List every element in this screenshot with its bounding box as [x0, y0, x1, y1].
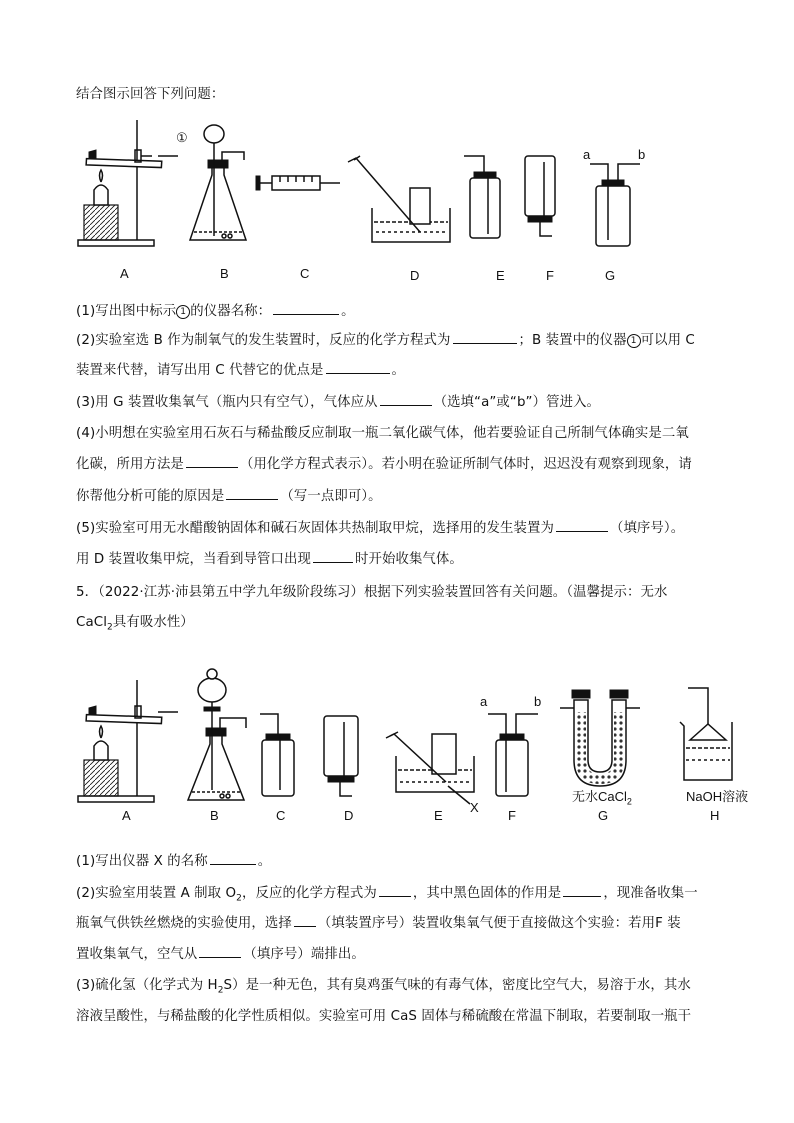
fig1-label-E: E: [496, 268, 505, 283]
fig2-x-label: X: [470, 800, 479, 815]
fig2-apparatus-G-utube: [560, 690, 640, 786]
q1-part4: (4)小明想在实验室用石灰石与稀盐酸反应制取一瓶二氧化碳气体，他若要验证自己所制气体确实是二氧: [76, 426, 689, 441]
q1-part1: (1)写出图中标示 1 的仪器名称： 。: [76, 304, 355, 319]
answer-blank: [226, 487, 278, 500]
answer-blank: [313, 550, 353, 563]
q1-part4-cont: 化碳，所用方法是 （用化学方程式表示）。若小明在验证所制气体时，迟迟没有观察到现象，请: [76, 457, 692, 472]
fig2-label-B: B: [210, 808, 219, 823]
fig2-label-A: A: [122, 808, 131, 823]
fig1-label-F: F: [546, 268, 554, 283]
fig1-apparatus-A: [78, 120, 178, 246]
fig1-g-a-label: a: [583, 147, 591, 162]
fig1-apparatus-E: [464, 156, 500, 238]
q1-part5-cont: 用 D 装置收集甲烷，当看到导管口出现 时开始收集气体。: [76, 552, 463, 567]
fig1-label-A: A: [120, 266, 129, 281]
q1-part5: (5)实验室可用无水醋酸钠固体和碱石灰固体共热制取甲烷，选择用的发生装置为 （填序号）。: [76, 521, 685, 536]
answer-blank: [326, 361, 390, 374]
fig2-apparatus-D: [324, 716, 358, 796]
fig2-label-F: F: [508, 808, 516, 823]
fig2-label-D: D: [344, 808, 354, 823]
fig2-apparatus-A: [78, 680, 178, 802]
fig1-label-G: G: [605, 268, 616, 283]
fig1-label-C: C: [300, 266, 310, 281]
q5-part1: (1)写出仪器 X 的名称 。: [76, 854, 272, 869]
fig2-f-b-label: b: [534, 694, 542, 709]
fig2-apparatus-B: [188, 669, 246, 800]
marker-1: ①: [176, 130, 188, 145]
marker-circle-1: 1: [627, 334, 641, 348]
q5-part2: (2)实验室用装置 A 制取 $O_2$，反应的化学方程式为 ，其中黑色固体的作用是 ，现准备收集一: [76, 886, 698, 904]
fig1-apparatus-D: [348, 156, 450, 242]
q5-heading-cont: CaCl$_2$具有吸水性）: [76, 615, 194, 633]
fig1-apparatus-F: [525, 156, 555, 236]
fig1-label-D: D: [410, 268, 420, 283]
fig2-f-a-label: a: [480, 694, 488, 709]
fig2-label-G: G: [598, 808, 609, 823]
q1-part3: (3)用 G 装置收集氧气（瓶内只有空气），气体应从 （选填“a”或“b”）管进入。: [76, 395, 601, 410]
q5-part2-cont2: 置收集氧气，空气从 （填序号）端排出。: [76, 947, 365, 962]
answer-blank: [556, 519, 608, 532]
answer-blank: [453, 331, 517, 344]
answer-blank: [186, 455, 238, 468]
answer-blank: [273, 302, 339, 315]
q5-part3-cont: 溶液呈酸性，与稀盐酸的化学性质相似。实验室可用 CaS 固体与稀硫酸在常温下制取，若要制取一瓶干: [76, 1009, 692, 1024]
q5-part2-cont: 瓶氧气供铁丝燃烧的实验使用，选择 （填装置序号）装置收集氧气便于直接做这个实验：若用F 装: [76, 916, 681, 931]
fig2-apparatus-H-beaker: [680, 688, 732, 780]
fig2-h-caption: NaOH溶液: [686, 789, 749, 804]
q1-part4-cont2: 你帮他分析可能的原因是 （写一点即可）。: [76, 489, 382, 504]
fig1-apparatus-B: [190, 125, 246, 240]
fig2-g-caption: 无水CaCl$_2$: [572, 789, 632, 807]
fig2-label-C: C: [276, 808, 286, 823]
marker-circle-1: 1: [176, 305, 190, 319]
fig2-apparatus-F: [488, 714, 538, 796]
answer-blank: [199, 945, 241, 958]
fig1-label-B: B: [220, 266, 229, 281]
fig1-g-b-label: b: [638, 147, 646, 162]
intro-text: 结合图示回答下列问题：: [76, 87, 225, 102]
fig2-apparatus-E: [386, 732, 474, 804]
answer-blank: [294, 914, 316, 927]
answer-blank: [210, 852, 256, 865]
answer-blank: [563, 884, 601, 897]
answer-blank: [379, 884, 411, 897]
fig2-label-H: H: [710, 808, 720, 823]
fig1-apparatus-C-syringe: [256, 176, 340, 190]
fig2-apparatus-C: [260, 714, 294, 796]
fig1-apparatus-G: [590, 164, 640, 246]
answer-blank: [380, 393, 432, 406]
q1-part2: (2)实验室选 B 作为制氧气的发生装置时，反应的化学方程式为 ；B 装置中的仪器 1 可以用 C: [76, 333, 695, 348]
fig2-label-E: E: [434, 808, 443, 823]
q5-part3: (3)硫化氢（化学式为 $H_2S$）是一种无色，其有臭鸡蛋气味的有毒气体，密度比空气大，易溶于水，其水: [76, 978, 691, 996]
q5-heading: 5．（2022·江苏·沛县第五中学九年级阶段练习）根据下列实验装置回答有关问题。（温馨提示：无水: [76, 585, 668, 600]
q1-part2-cont: 装置来代替，请写出用 C 代替它的优点是 。: [76, 363, 406, 378]
